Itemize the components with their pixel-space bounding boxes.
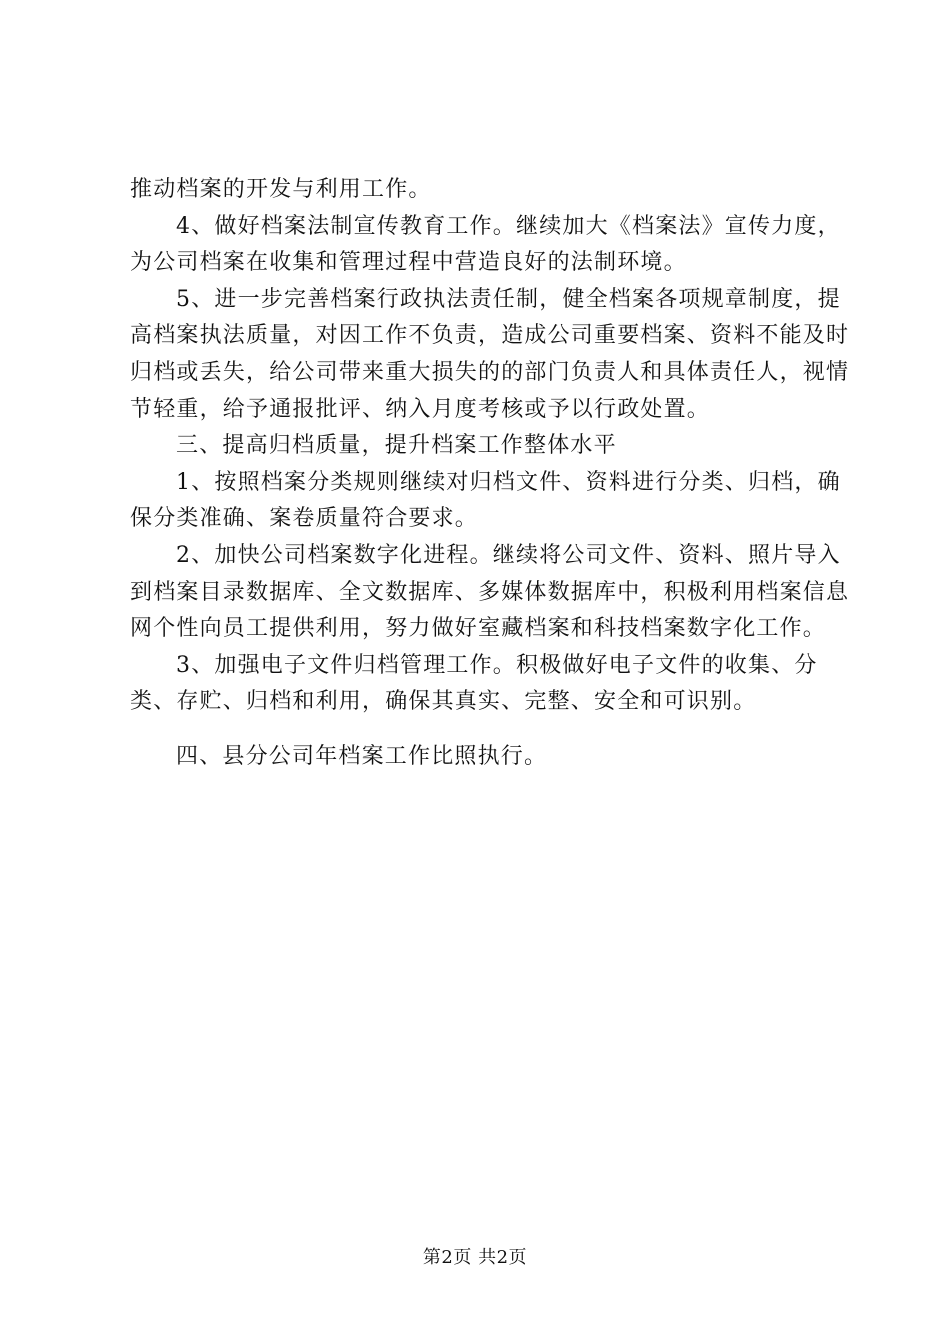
section-heading-3: 三、提高归档质量，提升档案工作整体水平 [176, 433, 617, 459]
paragraph-item-4: 4、做好档案法制宣传教育工作。继续加大《档案法》宣传力度，为公司档案在收集和管理过程中营造良好的法制环境。 [130, 213, 841, 276]
paragraph-item-3: 3、加强电子文件归档管理工作。积极做好电子文件的收集、分类、存贮、归档和利用，确保其真实、完整、安全和可识别。 [130, 652, 818, 715]
paragraph-continuation: 推动档案的开发与利用工作。 [130, 177, 432, 202]
paragraph-item-2: 2、加快公司档案数字化进程。继续将公司文件、资料、照片导入到档案目录数据库、全文数据库、多媒体数据库中，积极利用档案信息网个性向员工提供利用，努力做好室藏档案和科技档案数字化工作。 [130, 542, 850, 642]
page-footer: 第2页 共2页 [422, 1247, 528, 1268]
paragraph-item-5: 5、进一步完善档案行政执法责任制，健全档案各项规章制度，提高档案执法质量，对因工作不负责，造成公司重要档案、资料不能及时归档或丢失，给公司带来重大损失的的部门负责人和具体责任人，视情节轻重，给予通报批评、纳入月度考核或予以行政处置。 [130, 286, 850, 422]
section-heading-4: 四、县分公司年档案工作比照执行。 [176, 743, 548, 769]
document-body [130, 172, 860, 776]
paragraph-item-1: 1、按照档案分类规则继续对归档文件、资料进行分类、归档，确保分类准确、案卷质量符合要求。 [130, 469, 841, 532]
